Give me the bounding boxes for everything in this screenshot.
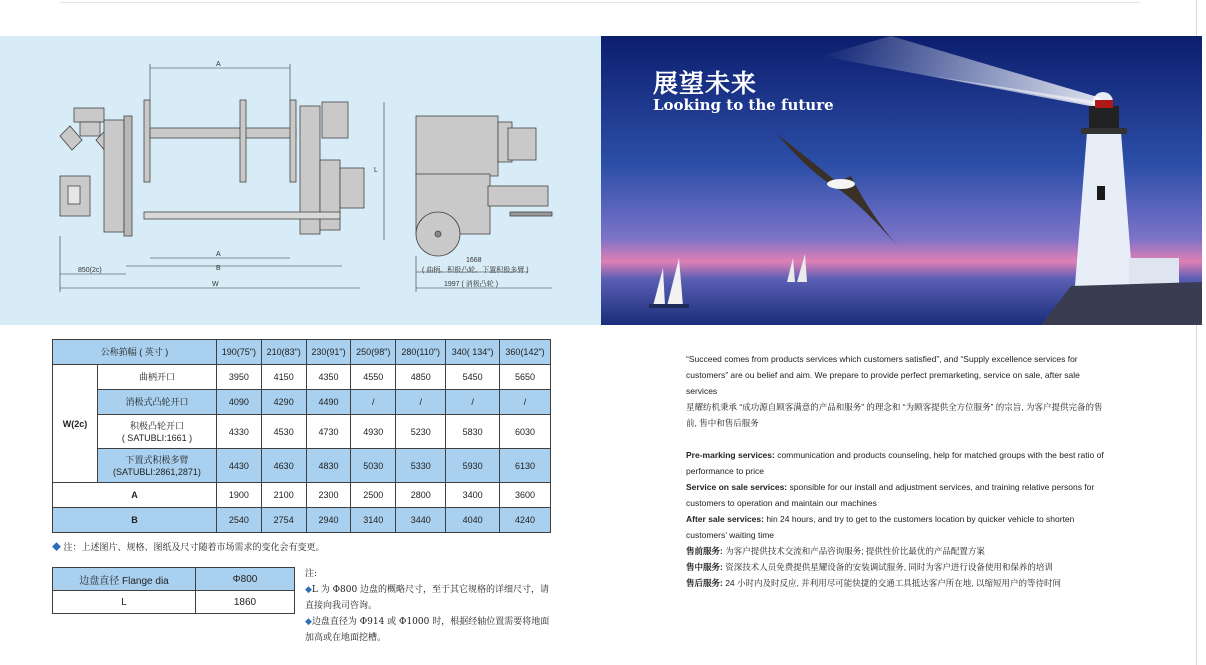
label-a-bottom: A bbox=[216, 251, 221, 258]
spec-cell: 2100 bbox=[261, 483, 306, 508]
spec-cell: 6030 bbox=[500, 415, 551, 449]
spec-cell: 2300 bbox=[306, 483, 351, 508]
label-w: W bbox=[212, 281, 219, 288]
spec-cell: 2754 bbox=[261, 508, 306, 533]
table-row bbox=[53, 390, 551, 415]
spec-cell: 2500 bbox=[351, 483, 396, 508]
spec-cell: 5830 bbox=[446, 415, 500, 449]
service-item bbox=[686, 479, 1106, 511]
spec-row-label-line2: ( SATUBLI:1661 ) bbox=[121, 432, 193, 443]
label-a-top: A bbox=[216, 61, 221, 68]
flange-row-value: 1860 bbox=[196, 591, 295, 614]
spec-cell: / bbox=[351, 390, 396, 415]
spec-row-b-label: B bbox=[53, 508, 217, 533]
service-item-label: 售中服务: bbox=[686, 562, 723, 572]
note-item bbox=[305, 582, 555, 614]
spec-cell: 3400 bbox=[446, 483, 500, 508]
lighthouse-photo bbox=[601, 36, 1202, 325]
table-row bbox=[53, 508, 551, 533]
spec-cell: 4550 bbox=[351, 365, 396, 390]
note-item bbox=[305, 614, 555, 646]
lighthouse-roof bbox=[1095, 100, 1113, 108]
service-item-text: 资深技术人员免费提供星耀设备的安装调试服务, 同时为客户进行设备使用和保养的培训 bbox=[722, 562, 1053, 572]
side-arm bbox=[488, 186, 548, 206]
frame-left-plate bbox=[124, 116, 132, 236]
technical-diagram bbox=[0, 36, 601, 325]
spec-cell: 4530 bbox=[261, 415, 306, 449]
notes-title: 注: bbox=[305, 569, 318, 579]
note-item-text: 边盘直径为 Φ914 或 Φ1000 时，根据经轴位置需要将地面加高或在地面挖槽。 bbox=[305, 617, 550, 643]
spec-cell: / bbox=[396, 390, 446, 415]
spec-cell: 6130 bbox=[500, 449, 551, 483]
flange-left bbox=[144, 100, 150, 182]
flange-right bbox=[290, 100, 296, 182]
service-item bbox=[686, 575, 1106, 591]
service-text bbox=[686, 351, 1106, 591]
spec-row-label-line1: 积极凸轮开口 bbox=[129, 420, 184, 431]
spec-cell: 5330 bbox=[396, 449, 446, 483]
spec-cell: / bbox=[500, 390, 551, 415]
photo-subtitle: Looking to the future bbox=[653, 96, 834, 114]
sailboat-hull bbox=[649, 304, 689, 308]
spec-cell: 4350 bbox=[306, 365, 351, 390]
spec-cell: 4630 bbox=[261, 449, 306, 483]
spec-cell: 4850 bbox=[396, 365, 446, 390]
spec-cell: 5230 bbox=[396, 415, 446, 449]
table-row bbox=[53, 415, 551, 449]
spec-col: 190(75") bbox=[217, 340, 262, 365]
service-item bbox=[686, 559, 1106, 575]
service-item-text: 24 小时内及时反应, 并利用尽可能快捷的交通工具抵达客户所在地, 以缩短用户的等待时间 bbox=[722, 578, 1061, 588]
spec-col: 340( 134") bbox=[446, 340, 500, 365]
label-850: 850(2c) bbox=[78, 267, 102, 274]
spec-cell: 4430 bbox=[217, 449, 262, 483]
spec-row-label bbox=[98, 449, 217, 483]
spec-cell: 1900 bbox=[217, 483, 262, 508]
spec-row-a-label: A bbox=[53, 483, 217, 508]
spacer bbox=[686, 431, 1106, 447]
table-row bbox=[53, 483, 551, 508]
diamond-bullet-icon: ◆ bbox=[305, 585, 312, 595]
service-item-text: sponsible for our install and adjustment services, and training relative persons for customers to operation and maintain our machines bbox=[686, 482, 1095, 508]
spec-col: 210(83") bbox=[261, 340, 306, 365]
flange-mid bbox=[240, 100, 246, 182]
service-item-label: 售后服务: bbox=[686, 578, 723, 588]
spec-cell: 4490 bbox=[306, 390, 351, 415]
spec-row-label: 消极式凸轮开口 bbox=[98, 390, 217, 415]
spec-row-label bbox=[98, 415, 217, 449]
table-row bbox=[53, 365, 551, 390]
table-row bbox=[53, 591, 295, 614]
spec-cell: 4040 bbox=[446, 508, 500, 533]
flange-row-label: L bbox=[53, 591, 196, 614]
spec-cell: 5030 bbox=[351, 449, 396, 483]
spec-cell: 3950 bbox=[217, 365, 262, 390]
frame-left bbox=[104, 120, 124, 232]
diamond-bullet-icon: ◆ bbox=[305, 617, 312, 627]
spec-row-label-line1: 下置式积极多臂 bbox=[125, 454, 189, 465]
flange-header-value: Φ800 bbox=[196, 568, 295, 591]
spec-row-label-line2: (SATUBLI:2861,2871) bbox=[113, 466, 201, 477]
label-1668-note: ( 曲柄、积极凸轮、下置积极多臂 ) bbox=[422, 267, 529, 274]
side-treadle bbox=[510, 212, 552, 216]
spec-cell: 4240 bbox=[500, 508, 551, 533]
spec-table bbox=[52, 339, 551, 533]
flange-header-row bbox=[53, 568, 295, 591]
photo-title: 展望未来 bbox=[653, 69, 758, 98]
label-l: L bbox=[374, 167, 378, 174]
lighthouse-window bbox=[1097, 186, 1105, 200]
box-upper bbox=[322, 102, 348, 138]
spec-cell: 4830 bbox=[306, 449, 351, 483]
label-1997: 1997 ( 消极凸轮 ) bbox=[444, 281, 499, 288]
service-item bbox=[686, 447, 1106, 479]
spec-col: 280(110") bbox=[396, 340, 446, 365]
part-motor-inner bbox=[68, 186, 80, 204]
box-lower bbox=[320, 160, 340, 230]
part-left bbox=[60, 126, 82, 150]
spec-header-row bbox=[53, 340, 551, 365]
spec-cell: 5650 bbox=[500, 365, 551, 390]
service-item bbox=[686, 511, 1106, 543]
spec-cell: / bbox=[446, 390, 500, 415]
part-top bbox=[74, 108, 104, 122]
spec-cell: 2800 bbox=[396, 483, 446, 508]
service-item-label: Service on sale services: bbox=[686, 482, 788, 492]
spec-cell: 4330 bbox=[217, 415, 262, 449]
service-item-label: 售前服务: bbox=[686, 546, 723, 556]
lighthouse-gallery bbox=[1081, 128, 1127, 134]
service-intro-en: “Succeed comes from products services which customers satisfied”, and “Supply excellence services for customers” are ou belief and aim. We prepare to provide perfect premarketing, service on sale, after sale services bbox=[686, 354, 1080, 396]
side-beam-center bbox=[435, 231, 441, 237]
note-item-text: L 为 Φ800 边盘的概略尺寸，至于其它规格的详细尺寸，请直接向我司咨询。 bbox=[305, 585, 550, 611]
spec-cell: 3600 bbox=[500, 483, 551, 508]
spec-cell: 3140 bbox=[351, 508, 396, 533]
top-divider bbox=[60, 2, 1140, 3]
flange-notes bbox=[305, 566, 555, 646]
diamond-bullet-icon: ◆ bbox=[52, 542, 62, 552]
spec-cell: 4090 bbox=[217, 390, 262, 415]
side-upper bbox=[416, 116, 498, 176]
service-item bbox=[686, 543, 1106, 559]
spec-col: 230(91") bbox=[306, 340, 351, 365]
spec-row-label: 曲柄开口 bbox=[98, 365, 217, 390]
spec-col: 250(98") bbox=[351, 340, 396, 365]
shaft bbox=[150, 128, 296, 138]
lower-bar bbox=[144, 212, 340, 219]
service-intro-cn: 星耀纺机秉承 “成功源自顾客满意的产品和服务” 的理念和 “为顾客提供全方位服务” 的宗旨, 为客户提供完备的售前, 售中和售后服务 bbox=[686, 402, 1103, 428]
spec-cell: 4930 bbox=[351, 415, 396, 449]
service-item-label: After sale services: bbox=[686, 514, 764, 524]
label-b: B bbox=[216, 265, 221, 272]
table-note bbox=[52, 540, 325, 553]
service-item-label: Pre-marking services: bbox=[686, 450, 775, 460]
spec-cell: 5930 bbox=[446, 449, 500, 483]
spec-cell: 4730 bbox=[306, 415, 351, 449]
spec-cell: 2540 bbox=[217, 508, 262, 533]
flange-header-label: 边盘直径 Flange dia bbox=[53, 568, 196, 591]
label-1668: 1668 bbox=[466, 257, 482, 264]
spec-group-label: W(2c) bbox=[53, 365, 98, 483]
service-item-text: communication and products counseling, help for matched groups with the best ratio of performance to price bbox=[686, 450, 1104, 476]
spec-header-label: 公称筘幅 ( 英寸 ) bbox=[53, 340, 217, 365]
spec-col: 360(142") bbox=[500, 340, 551, 365]
spec-cell: 3440 bbox=[396, 508, 446, 533]
diagram-drawing bbox=[0, 36, 601, 325]
table-note-text: 注：上述图片、规格、图纸及尺寸随着市场需求的变化会有变更。 bbox=[63, 542, 325, 552]
service-item-text: 为客户提供技术交流和产品咨询服务; 提供性价比最优的产品配置方案 bbox=[722, 546, 985, 556]
spec-cell: 4290 bbox=[261, 390, 306, 415]
albatross-body bbox=[827, 179, 855, 189]
flange-table bbox=[52, 567, 295, 614]
spec-cell: 4150 bbox=[261, 365, 306, 390]
spec-cell: 2940 bbox=[306, 508, 351, 533]
table-row bbox=[53, 449, 551, 483]
box-motor bbox=[340, 168, 364, 208]
spec-cell: 5450 bbox=[446, 365, 500, 390]
part-mid bbox=[80, 122, 100, 136]
side-motor bbox=[508, 128, 536, 160]
service-item-text: hin 24 hours, and try to get to the customers location by quicker vehicle to shorten customers’ waiting time bbox=[686, 514, 1075, 540]
